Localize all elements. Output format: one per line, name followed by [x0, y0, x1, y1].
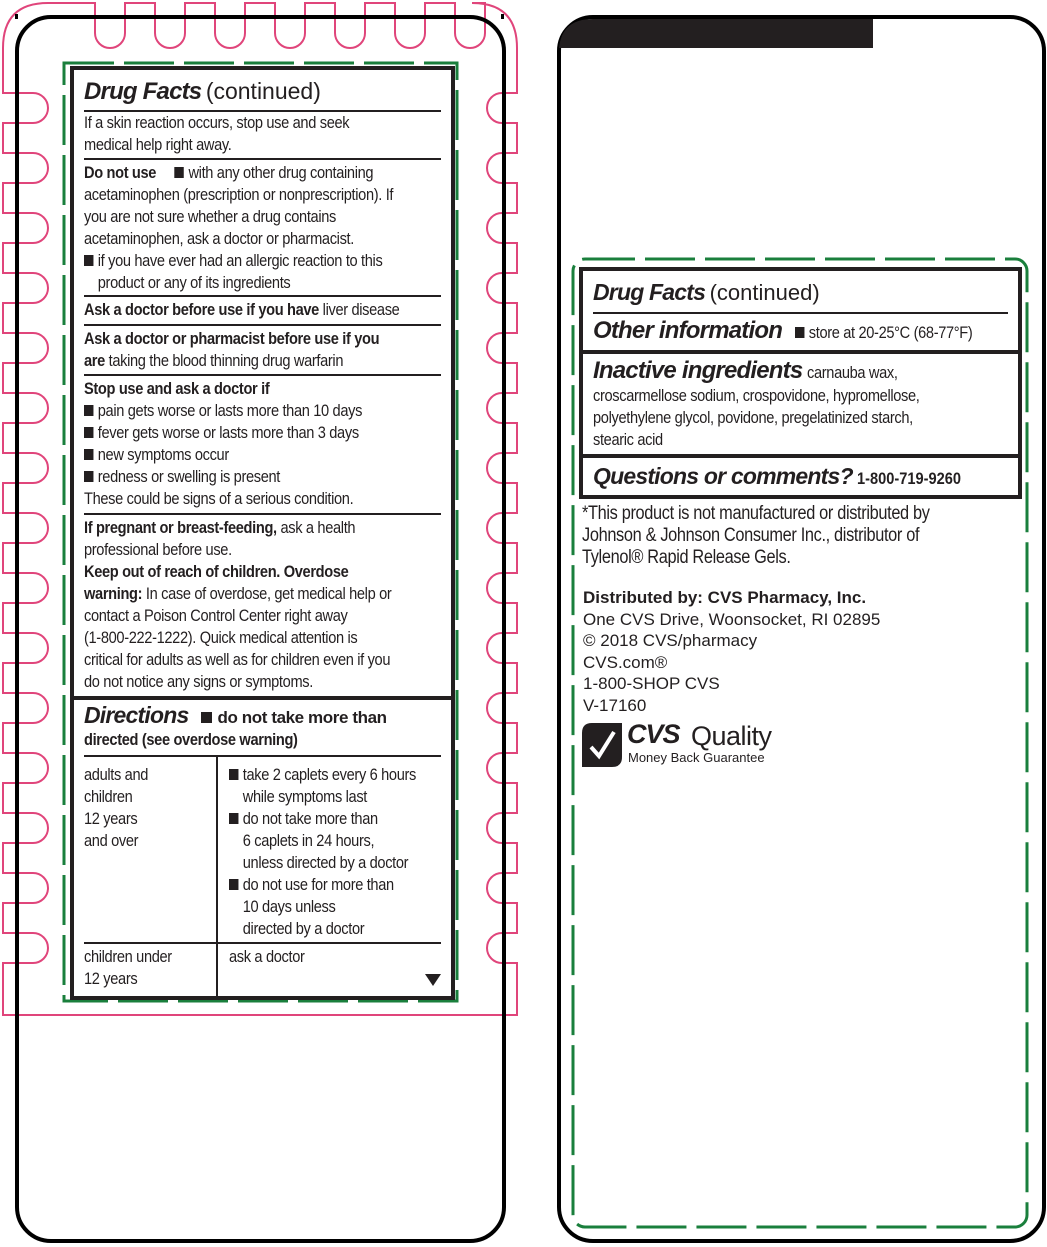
dosage-instructions: [229, 764, 446, 940]
text-line: you are not sure whether a drug contains: [84, 207, 337, 226]
text-line: croscarmellose sodium, crospovidone, hypromellose,: [593, 386, 920, 405]
list-item: new symptoms occur: [97, 445, 229, 464]
drug-facts-header: [84, 78, 441, 106]
text-line: © 2018 CVS/pharmacy: [583, 631, 758, 650]
text-line: (1-800-222-1222). Quick medical attention is: [84, 628, 358, 647]
text-line: stearic acid: [593, 430, 663, 449]
cvs-quality-logo: [582, 719, 792, 768]
text-line: One CVS Drive, Woonsocket, RI 02895: [583, 609, 881, 629]
text-line: contact a Poison Control Center right away: [84, 606, 348, 625]
text-line: liver disease: [322, 300, 400, 319]
drug-facts-title: Drug Facts: [593, 279, 706, 305]
list-item: do not take more than: [242, 809, 378, 828]
ask-doctor-heading: Ask a doctor before use if you have: [84, 300, 319, 319]
top-color-bar: [559, 19, 873, 49]
text-line: product or any of its ingredients: [97, 273, 291, 292]
bullet-icon: [795, 327, 804, 338]
stop-use-heading: Stop use and ask a doctor if: [84, 379, 270, 398]
inactive-heading: Inactive ingredients: [593, 357, 803, 384]
text-line: Tylenol® Rapid Release Gels.: [582, 547, 791, 568]
text-line: 1-800-SHOP CVS: [583, 674, 720, 693]
bullet-icon: [175, 167, 184, 178]
text-line: CVS.com®: [583, 652, 668, 672]
drug-facts-subtitle: (continued): [205, 78, 321, 104]
keep-out-heading: Keep out of reach of children. Overdose: [84, 562, 349, 581]
bullet-icon: [84, 449, 93, 460]
table-divider: [216, 757, 218, 997]
age-label: children under: [84, 947, 172, 966]
age-label: children: [84, 787, 133, 806]
triangle-down-icon: [425, 974, 441, 986]
text-line: carnauba wax,: [806, 363, 898, 382]
overdose-heading: warning:: [84, 584, 143, 603]
age-label: 12 years: [84, 969, 138, 988]
text-line: directed (see overdose warning): [84, 730, 298, 749]
do-not-use-heading: Do not use: [84, 163, 157, 182]
bullet-icon: [201, 712, 212, 723]
logo-quality: Quality: [691, 721, 772, 751]
list-item: redness or swelling is present: [97, 467, 281, 486]
phone-number: 1-800-719-9260: [857, 469, 962, 488]
skin-reaction-section: [84, 112, 441, 156]
bullet-icon: [84, 471, 93, 482]
list-item: directed by a doctor: [242, 919, 365, 938]
text-line: *This product is not manufactured or distributed by: [582, 503, 930, 524]
directions-section: [84, 704, 441, 751]
bullet-icon: [229, 879, 238, 890]
bullet-icon: [229, 769, 238, 780]
text-line: professional before use.: [84, 540, 232, 559]
list-item: do not use for more than: [242, 875, 394, 894]
drug-facts-subtitle: (continued): [709, 280, 820, 305]
crop-mark: [501, 14, 504, 19]
text-line: critical for adults as well as for children even if you: [84, 650, 391, 669]
checkmark-icon: [582, 723, 622, 767]
age-label: adults and: [84, 765, 149, 784]
inactive-ingredients-section: [593, 357, 1008, 451]
ask-pharmacist-heading: Ask a doctor or pharmacist before use if you: [84, 329, 380, 348]
distributor-info: [583, 587, 880, 716]
other-info-section: [593, 317, 1008, 345]
text-line: In case of overdose, get medical help or: [145, 584, 392, 603]
table-row: [84, 764, 214, 852]
list-item: 6 caplets in 24 hours,: [242, 831, 375, 850]
dosage-instructions: [229, 946, 317, 968]
text-line: These could be signs of a serious condition.: [84, 489, 354, 508]
bullet-icon: [84, 255, 93, 266]
text-line: with any other drug containing: [188, 163, 374, 182]
text-line: acetaminophen (prescription or nonprescription). If: [84, 185, 394, 204]
logo-brand: CVS: [627, 719, 680, 749]
list-item: while symptoms last: [242, 787, 368, 806]
text-line: acetaminophen, ask a doctor or pharmacist.: [84, 229, 354, 248]
text-line: do not notice any signs or symptoms.: [84, 672, 313, 691]
questions-section: [593, 463, 1008, 490]
drug-facts-box-right: [579, 267, 1022, 499]
text-line: V-17160: [583, 695, 647, 715]
do-not-use-section: [84, 162, 441, 294]
bullet-icon: [84, 427, 93, 438]
questions-heading: Questions or comments?: [593, 463, 853, 489]
ask-doctor-section: [84, 299, 441, 321]
stop-use-section: [84, 378, 441, 510]
text-line: If a skin reaction occurs, stop use and seek: [84, 113, 350, 132]
text-line: store at 20-25°C (68-77°F): [809, 323, 973, 342]
text-line: ask a health: [280, 518, 356, 537]
list-item: pain gets worse or lasts more than 10 days: [97, 401, 363, 420]
drug-facts-header: [593, 279, 1008, 306]
list-item: ask a doctor: [229, 947, 305, 966]
list-item: fever gets worse or lasts more than 3 days: [97, 423, 359, 442]
list-item: 10 days unless: [242, 897, 336, 916]
distributor-heading: Distributed by: CVS Pharmacy, Inc.: [583, 588, 867, 607]
disclaimer: [582, 503, 986, 569]
ask-pharmacist-section: [84, 328, 441, 372]
other-info-heading: Other information: [593, 317, 783, 344]
text-line: do not take more than: [217, 708, 387, 727]
age-label: 12 years: [84, 809, 138, 828]
text-line: Johnson & Johnson Consumer Inc., distributor of: [582, 525, 920, 546]
drug-facts-title: Drug Facts: [84, 78, 202, 105]
text-line: polyethylene glycol, povidone, pregelatinized starch,: [593, 408, 913, 427]
ask-pharmacist-heading: are: [84, 351, 105, 370]
text-line: taking the blood thinning drug warfarin: [108, 351, 344, 370]
pregnant-heading: If pregnant or breast-feeding,: [84, 518, 277, 537]
bullet-icon: [84, 405, 93, 416]
directions-heading: Directions: [84, 702, 189, 728]
crop-mark: [15, 14, 18, 19]
bullet-icon: [229, 813, 238, 824]
pregnant-section: [84, 517, 441, 693]
list-item: unless directed by a doctor: [242, 853, 409, 872]
table-row: [84, 946, 214, 990]
text-line: medical help right away.: [84, 135, 232, 154]
list-item: take 2 caplets every 6 hours: [242, 765, 416, 784]
age-label: and over: [84, 831, 139, 850]
text-line: if you have ever had an allergic reaction to this: [97, 251, 383, 270]
drug-facts-box-left: [70, 66, 455, 1000]
logo-tagline: Money Back Guarantee: [628, 750, 765, 765]
